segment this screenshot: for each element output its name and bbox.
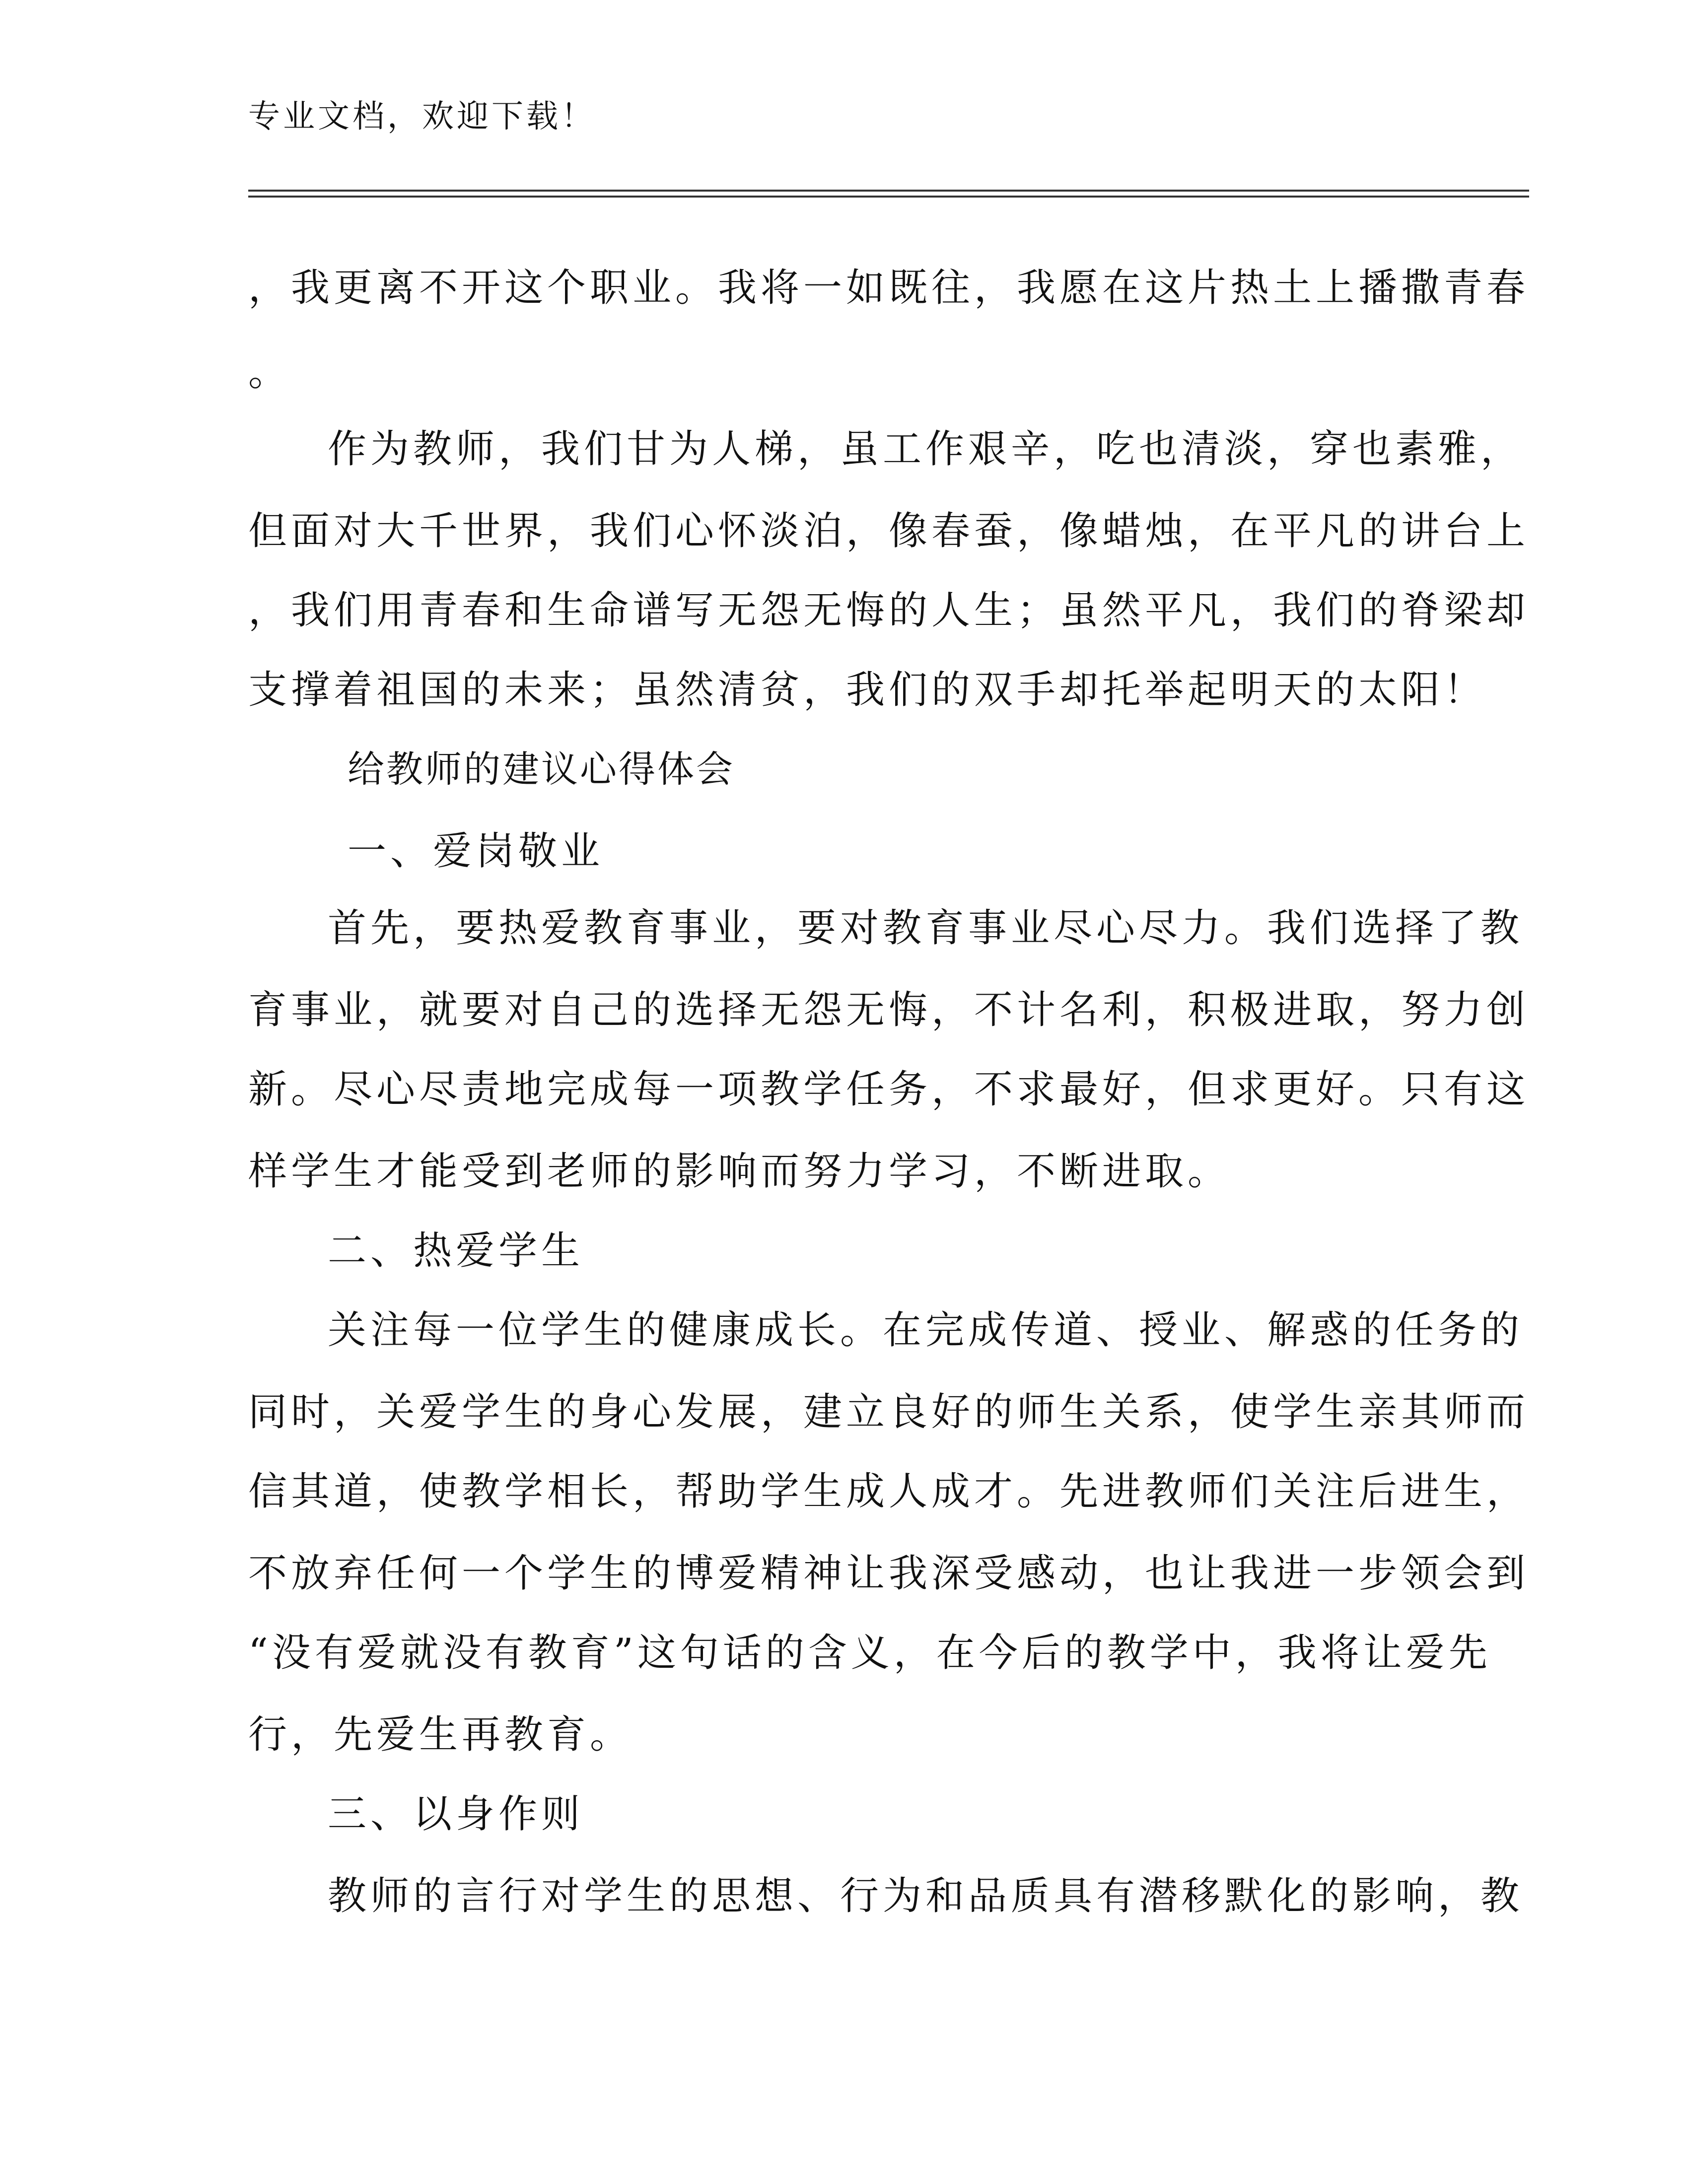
paragraph-line: ，我更离不开这个职业。我将一如既往，我愿在这片热土上播撒青春: [248, 266, 1530, 310]
header-divider-top: [248, 190, 1529, 192]
section-heading: 一、爱岗敬业: [348, 829, 604, 874]
paragraph-line: 但面对大千世界，我们心怀淡泊，像春蚕，像蜡烛，在平凡的讲台上: [248, 509, 1530, 553]
section-title: 给教师的建议心得体会: [348, 748, 735, 791]
paragraph-line: 支撑着祖国的未来；虽然清贫，我们的双手却托举起明天的太阳！: [248, 668, 1487, 712]
paragraph-line: 同时，关爱学生的身心发展，建立良好的师生关系，使学生亲其师而: [248, 1390, 1530, 1434]
paragraph-line: 关注每一位学生的健康成长。在完成传道、授业、解惑的任务的: [328, 1308, 1524, 1353]
paragraph-line: 作为教师，我们甘为人梯，虽工作艰辛，吃也清淡，穿也素雅，: [328, 427, 1524, 472]
paragraph-line: 样学生才能受到老师的影响而努力学习，不断进取。: [248, 1149, 1231, 1194]
paragraph-line: “没有爱就没有教育”这句话的含义，在今后的教学中，我将让爱先: [248, 1631, 1491, 1675]
paragraph-line: ，我们用青春和生命谱写无怨无悔的人生；虽然平凡，我们的脊梁却: [248, 588, 1530, 633]
paragraph-line: 行，先爱生再教育。: [248, 1712, 633, 1757]
paragraph-line: 教师的言行对学生的思想、行为和品质具有潜移默化的影响，教: [328, 1874, 1524, 1918]
paragraph-line: 不放弃任何一个学生的博爱精神让我深受感动，也让我进一步领会到: [248, 1551, 1530, 1596]
paragraph-line: 首先，要热爱教育事业，要对教育事业尽心尽力。我们选择了教: [328, 906, 1524, 951]
header-text: 专业文档，欢迎下载！: [248, 98, 596, 135]
paragraph-line: 。: [248, 350, 291, 395]
paragraph-line: 新。尽心尽责地完成每一项教学任务，不求最好，但求更好。只有这: [248, 1067, 1530, 1112]
header-divider-bottom: [248, 196, 1529, 198]
section-heading: 二、热爱学生: [328, 1228, 584, 1273]
section-heading: 三、以身作则: [328, 1792, 584, 1837]
paragraph-line: 信其道，使教学相长，帮助学生成人成才。先进教师们关注后进生，: [248, 1469, 1530, 1514]
paragraph-line: 育事业，就要对自己的选择无怨无悔，不计名利，积极进取，努力创: [248, 988, 1530, 1032]
